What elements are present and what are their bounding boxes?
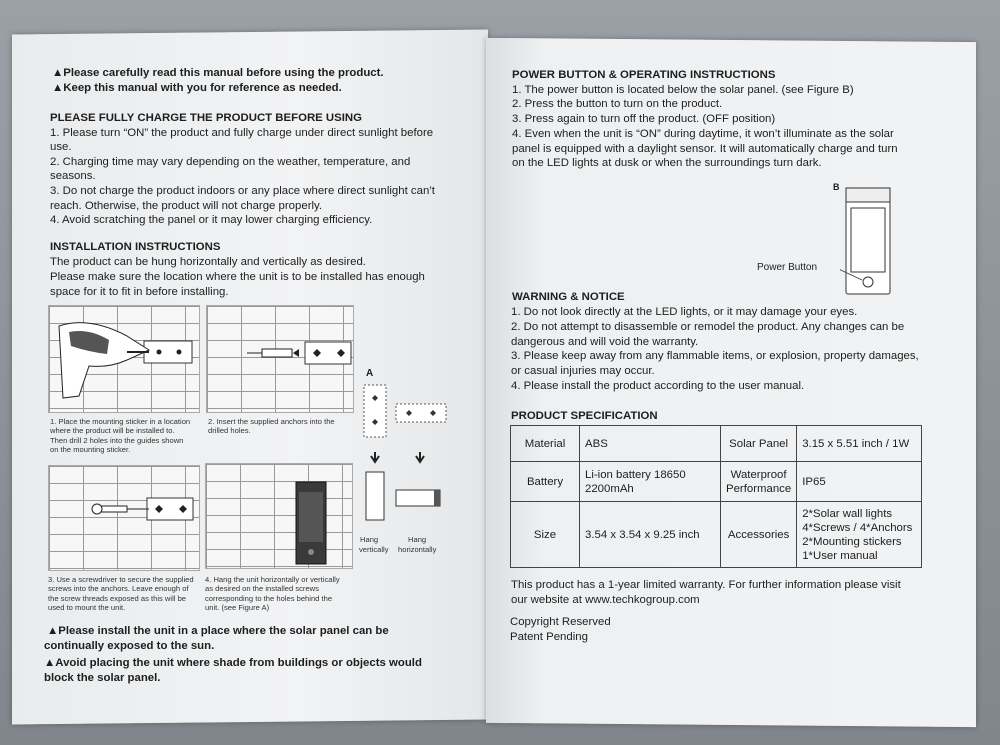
power-line: 1. The power button is located below the solar panel. (see Figure B): [512, 84, 854, 96]
solar-light-icon: [206, 464, 352, 568]
spec-value-line: Li-ion battery 18650: [585, 468, 686, 481]
warning-line: 3. Please keep away from any flammable items, or explosion, property damages,: [511, 350, 919, 362]
warning-line: dangerous and will void the warranty.: [511, 336, 699, 348]
warranty-text: This product has a 1-year limited warranty. For further information please visit: [511, 579, 901, 591]
shade-warning: ▲Avoid placing the unit where shade from buildings or objects would: [44, 657, 422, 669]
spec-value-line: 4*Screws / 4*Anchors: [802, 521, 913, 534]
figure-a-label: A: [366, 368, 374, 379]
spec-key: Accessories: [721, 502, 797, 568]
step1-caption: where the product will be installed to.: [50, 426, 175, 435]
warning-line: 4. Please install the product according to the user manual.: [511, 380, 805, 392]
step4-caption: 4. Hang the unit horizontally or vertically: [205, 575, 340, 584]
spec-value-line: 1*User manual: [802, 549, 878, 562]
spec-value-line: 2*Solar wall lights: [802, 507, 893, 520]
sun-exposure-warning: ▲Please install the unit in a place where the solar panel can be: [47, 625, 389, 637]
install-line: Please make sure the location where the unit is to be installed has enough: [50, 271, 425, 283]
power-line: 2. Press the button to turn on the product.: [512, 98, 723, 110]
spec-value: [797, 502, 922, 568]
spec-key-line: Performance: [726, 482, 792, 495]
charge-line: seasons.: [50, 170, 96, 182]
step2-caption: drilled holes.: [208, 426, 251, 435]
spec-row-material: [511, 426, 922, 462]
spec-table: [510, 425, 922, 568]
power-line: 3. Press again to turn off the product. (OFF position): [512, 113, 776, 125]
step4-illustration: [205, 463, 353, 569]
power-line: on the LED lights at dusk or when the surroundings turn dark.: [512, 157, 822, 169]
power-line: panel is equipped with a daylight sensor. It will automatically charge and turn: [512, 143, 898, 155]
hang-vertically-label: Hang: [360, 535, 379, 544]
spec-row-size: [511, 502, 922, 568]
shade-warning: block the solar panel.: [44, 672, 161, 684]
patent-text: Patent Pending: [510, 631, 588, 643]
spec-key: [721, 462, 797, 502]
spec-value: ABS: [580, 426, 721, 462]
spec-value: IP65: [797, 462, 922, 502]
spec-value: 3.54 x 3.54 x 9.25 inch: [580, 502, 721, 568]
drill-icon: [49, 306, 199, 412]
spec-key: Size: [511, 502, 580, 568]
copyright-text: Copyright Reserved: [510, 616, 611, 628]
step4-caption: as desired on the installed screws: [205, 584, 319, 593]
spec-value: 3.15 x 5.51 inch / 1W: [797, 426, 922, 462]
spec-value-line: 2200mAh: [585, 482, 634, 495]
warranty-text: our website at www.techkogroup.com: [511, 594, 700, 606]
power-heading: POWER BUTTON & OPERATING INSTRUCTIONS: [512, 69, 776, 81]
warning-line: 2. Do not attempt to disassemble or remodel the product. Any changes can be: [511, 321, 905, 333]
figure-a-illustration: [360, 380, 460, 540]
spec-heading: PRODUCT SPECIFICATION: [511, 410, 658, 422]
step2-illustration: [206, 305, 354, 413]
hang-horizontally-label: Hang: [408, 535, 427, 544]
step3-caption: screws into the anchors. Leave enough of: [48, 584, 189, 593]
spec-key: Solar Panel: [721, 426, 797, 462]
read-manual-warning: ▲Please carefully read this manual before using the product.: [52, 67, 384, 79]
install-line: The product can be hung horizontally and vertically as desired.: [50, 256, 366, 268]
step3-illustration: [48, 465, 200, 571]
screw-icon: [49, 466, 199, 570]
step1-caption: on the mounting sticker.: [50, 445, 131, 454]
hang-vertically-label: vertically: [359, 545, 389, 554]
step1-caption: 1. Place the mounting sticker in a location: [50, 417, 191, 426]
step3-caption: the screw threads exposed as this will be: [48, 594, 187, 603]
install-heading: INSTALLATION INSTRUCTIONS: [50, 241, 221, 253]
power-button-icon: [863, 277, 873, 287]
figure-b-label: B: [833, 182, 840, 192]
spec-key: Battery: [511, 462, 580, 502]
anchor-icon: [207, 306, 353, 412]
charge-line: reach. Otherwise, the product will not charge properly.: [50, 200, 323, 212]
charge-line: use.: [50, 141, 72, 153]
power-line: 4. Even when the unit is “ON” during daytime, it won’t illuminate as the solar: [512, 128, 894, 140]
warning-line: or casual injuries may occur.: [511, 365, 655, 377]
warning-heading: WARNING & NOTICE: [512, 291, 625, 303]
keep-manual-warning: ▲Keep this manual with you for reference as needed.: [52, 82, 342, 94]
step3-caption: 3. Use a screwdriver to secure the supplied: [48, 575, 194, 584]
spec-row-battery: [511, 462, 922, 502]
hang-horizontally-label: horizontally: [398, 545, 437, 554]
figure-b-illustration: [840, 186, 896, 296]
sun-exposure-warning: continually exposed to the sun.: [44, 640, 215, 652]
charge-heading: PLEASE FULLY CHARGE THE PRODUCT BEFORE USING: [50, 112, 363, 124]
step3-caption: used to mount the unit.: [48, 603, 126, 612]
spec-value-line: 2*Mounting stickers: [802, 535, 902, 548]
charge-line: 2. Charging time may vary depending on the weather, temperature, and: [50, 156, 411, 168]
step2-caption: 2. Insert the supplied anchors into the: [208, 417, 335, 426]
step1-illustration: [48, 305, 200, 413]
step4-caption: corresponding to the holes behind the: [205, 594, 333, 603]
spec-key: Material: [511, 426, 580, 462]
spec-key-line: Waterproof: [730, 468, 787, 481]
spec-value: [580, 462, 721, 502]
charge-line: 3. Do not charge the product indoors or any place where direct sunlight can’t: [50, 185, 435, 197]
install-line: space for it to fit in before installing.: [50, 286, 229, 298]
power-button-label: Power Button: [757, 262, 818, 273]
charge-line: 1. Please turn “ON” the product and fully charge under direct sunlight before: [50, 127, 434, 139]
step1-caption: Then drill 2 holes into the guides shown: [50, 436, 184, 445]
warning-line: 1. Do not look directly at the LED lights, or it may damage your eyes.: [511, 306, 858, 318]
charge-line: 4. Avoid scratching the panel or it may lower charging efficiency.: [50, 214, 373, 226]
step4-caption: unit. (see Figure A): [205, 603, 270, 612]
